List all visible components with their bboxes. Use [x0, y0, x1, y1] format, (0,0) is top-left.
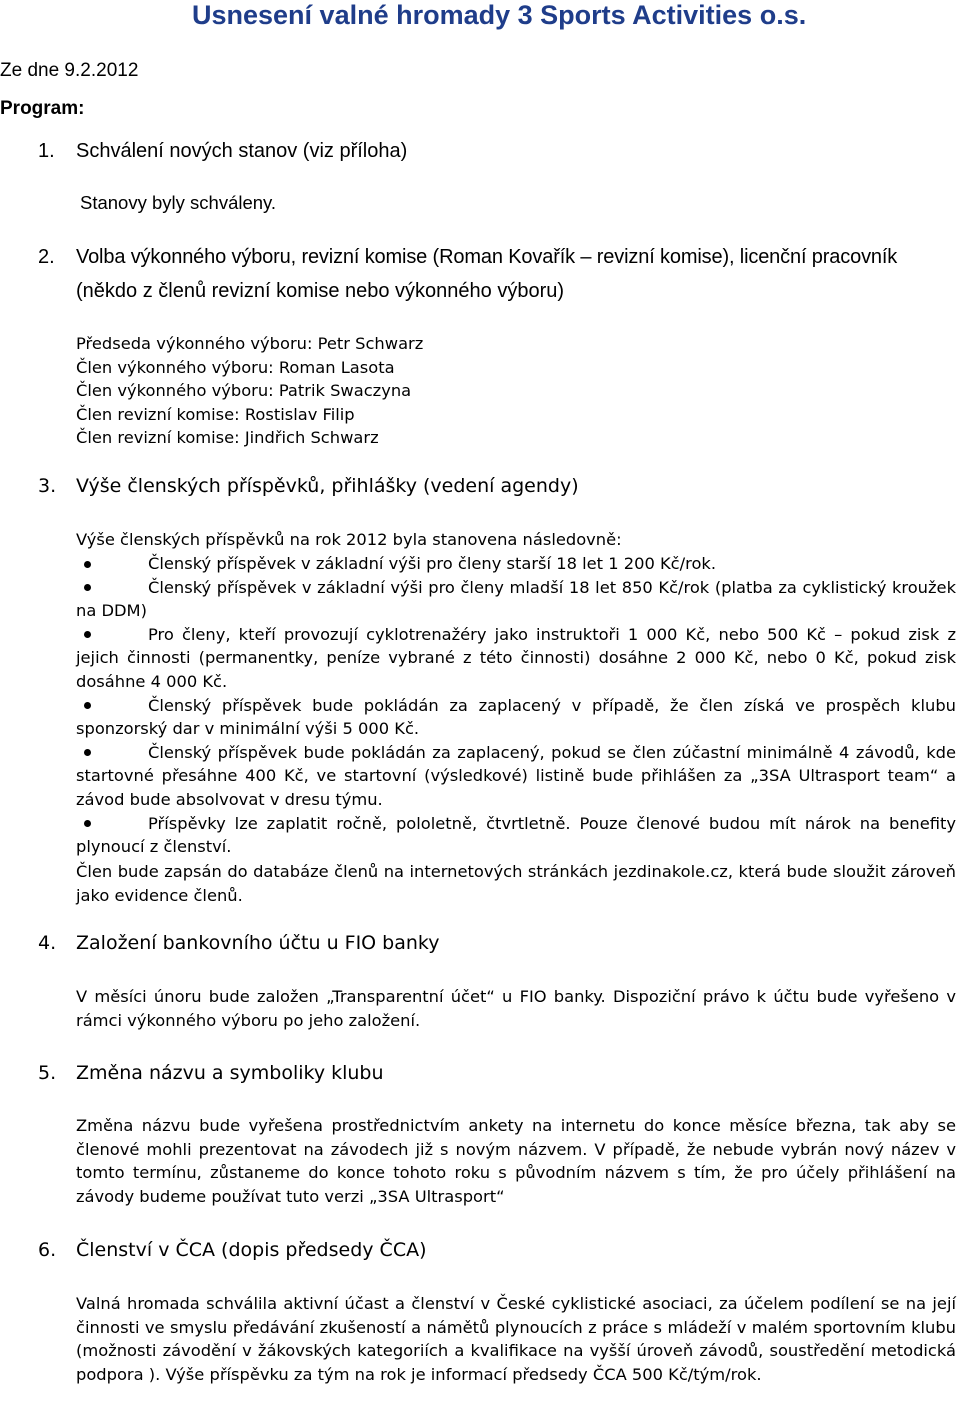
member-line: Člen revizní komise: Jindřich Schwarz: [76, 428, 379, 448]
section-4-text: V měsíci únoru bude založen „Transparentní účet“ u FIO banky. Dispoziční právo k účtu bude vyřešeno v rámci výkonného výboru po jeho založení.: [76, 987, 956, 1030]
section-2-heading-line2: (někdo z členů revizní komise nebo výkonného výboru): [76, 280, 565, 302]
fees-outro: Člen bude zapsán do databáze členů na internetových stránkách jezdinakole.cz, která bude sloužit zároveň jako evidence členů.: [76, 862, 956, 905]
section-3-heading: Výše členských příspěvků, přihlášky (vedení agendy): [76, 475, 579, 497]
document-title: Usnesení valné hromady 3 Sports Activities o.s.: [192, 0, 807, 30]
member-line: Předseda výkonného výboru: Petr Schwarz: [76, 334, 424, 353]
program-label: Program:: [0, 98, 85, 119]
section-1-number: 1.: [38, 140, 55, 162]
section-5-number: 5.: [38, 1062, 57, 1084]
committee-members-list: [76, 332, 423, 450]
member-line: Člen výkonného výboru: Roman Lasota: [76, 357, 395, 377]
section-6-text: Valná hromada schválila aktivní účast a členství v České cyklistické asociaci, za účelem podílení se na její činnosti ve smyslu předávání zkušeností a námětů plynoucích z práce s mládeží v malém sportovním klubu (možnosti závodění v žákovských kategoriích a kvalifikace na vyšší úroveň závodů, soustředění metodická podpora ). Výše příspěvku za tým na rok je informací předsedy ČCA 500 Kč/tým/rok.: [76, 1294, 956, 1384]
member-line: Člen výkonného výboru: Patrik Swaczyna: [76, 381, 412, 401]
section-2-number: 2.: [38, 246, 55, 268]
bullet-icon: [84, 702, 91, 709]
section-6-number: 6.: [38, 1239, 57, 1261]
meeting-date: Ze dne 9.2.2012: [0, 60, 139, 81]
section-5-heading: Změna názvu a symboliky klubu: [76, 1062, 384, 1084]
bullet-icon: [84, 561, 91, 568]
bullet-icon: [84, 820, 91, 827]
fees-intro: Výše členských příspěvků na rok 2012 byla stanovena následovně:: [76, 530, 622, 549]
fees-list: [76, 552, 956, 859]
section-4-number: 4.: [38, 932, 57, 954]
section-2-heading-line1: Volba výkonného výboru, revizní komise (Roman Kovařík – revizní komise), licenční pracovník: [76, 246, 898, 268]
member-line: Člen revizní komise: Rostislav Filip: [76, 404, 355, 424]
section-1-heading: Schválení nových stanov (viz příloha): [76, 140, 408, 162]
section-4-heading: Založení bankovního účtu u FIO banky: [76, 932, 440, 954]
list-item: Členský příspěvek v základní výši pro členy starší 18 let 1 200 Kč/rok.: [76, 552, 956, 576]
list-item: Členský příspěvek bude pokládán za zaplacený, pokud se člen zúčastní minimálně 4 závodů, kde startovné přesáhne 400 Kč, ve startovní (výsledkové) listině bude přihlášen za „3SA Ultrasport team“ a závod bude absolvovat v dresu týmu.: [76, 742, 956, 809]
section-1-text: Stanovy byly schváleny.: [80, 192, 277, 213]
list-item: Příspěvky lze zaplatit ročně, pololetně, čtvrtletně. Pouze členové budou mít nárok na benefity plynoucí z členství.: [76, 813, 956, 857]
list-item: Pro členy, kteří provozují cyklotrenažéry jako instruktoři 1 000 Kč, nebo 500 Kč – pokud zisk z jejich činnosti (permanentky, peníze vybrané z této činnosti) dosáhne 2 000 Kč, nebo 0 Kč, pokud zisk dosáhne 4 000 Kč.: [76, 624, 956, 691]
section-5-text: Změna názvu bude vyřešena prostřednictvím ankety na internetu do konce měsíce března, tak aby se členové mohli prezentovat na závodech již s novým názvem. V případě, že nebude vybrán nový název v tomto termínu, zůstaneme do konce tohoto roku s původním názvem s tím, že pro účely přihlášení na závody budeme používat tuto verzi „3SA Ultrasport“: [76, 1116, 956, 1206]
section-3-number: 3.: [38, 475, 57, 497]
list-item: Členský příspěvek v základní výši pro členy mladší 18 let 850 Kč/rok (platba za cyklistický kroužek na DDM): [76, 577, 956, 621]
section-6-heading: Členství v ČCA (dopis předsedy ČCA): [76, 1239, 427, 1261]
list-item: Členský příspěvek bude pokládán za zaplacený v případě, že člen získá ve prospěch klubu sponzorský dar v minimální výši 5 000 Kč.: [76, 695, 956, 739]
